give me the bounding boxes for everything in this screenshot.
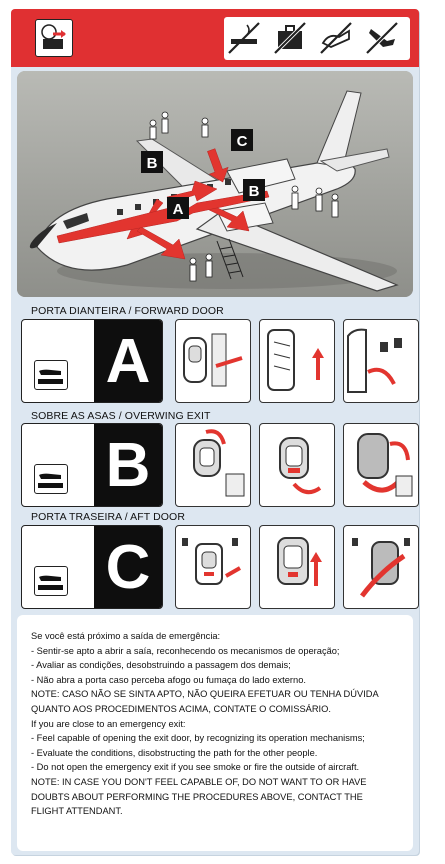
exit-badge-a [21,319,163,403]
aft-door-row [21,525,413,613]
instruction-line: - Evaluate the conditions, disobstructing the path for the other people. [31,747,318,758]
overwing-exit-step-2 [259,423,335,507]
aft-door-step-3 [343,525,419,609]
aircraft-wing-icon [34,464,68,494]
scene-label-b-left: B [146,155,158,172]
instruction-line: FLIGHT ATTENDANT. [31,806,123,817]
instruction-line: NOTE: CASO NÃO SE SINTA APTO, NÃO QUEIRA EFETUAR OU TENHA DÚVIDA [31,689,379,700]
exit-letter-a: A [94,320,162,403]
forward-door-step-2 [259,319,335,403]
instruction-line: - Feel capable of opening the exit door, by recognizing its operation mechanisms; [31,733,365,744]
aircraft-nose-icon [34,360,68,390]
instruction-line: If you are close to an emergency exit: [31,718,186,729]
section-title-aft-door: PORTA TRASEIRA / AFT DOOR [31,511,186,523]
instruction-line: - Não abra a porta caso perceba afogo ou fumaça do lado externo. [31,674,306,685]
instruction-line: Se você está próximo a saída de emergência: [31,631,221,641]
luggage-prohibited-icon [271,19,309,57]
aft-door-step-1 [175,525,251,609]
instruction-line: NOTE: IN CASE YOU DON'T FEEL CAPABLE OF, DO NOT WANT TO OR HAVE [31,776,367,787]
overwing-exit-row [21,423,413,511]
smoking-prohibited-icon [225,19,263,57]
scene-label-c: C [236,133,248,150]
aft-door-step-2 [259,525,335,609]
scene-label-b-right: B [248,183,260,200]
instruction-line: QUANTO AOS PROCEDIMENTOS ACIMA, CONTATE O COMISSÁRIO. [31,703,331,714]
forward-door-row [21,319,413,407]
section-title-overwing-exit: SOBRE AS ASAS / OVERWING EXIT [31,410,211,422]
overwing-exit-step-3 [343,423,419,507]
aircraft-tail-icon [34,566,68,596]
safety-card [11,9,419,855]
exit-letter-b: B [94,424,162,507]
forward-door-step-3 [343,319,419,403]
overwing-exit-step-1 [175,423,251,507]
exit-badge-b [21,423,163,507]
instruction-line: DOUBTS ABOUT PERFORMING THE PROCEDURES ABOVE, CONTACT THE [31,791,363,802]
instruction-line: - Do not open the emergency exit if you see smoke or fire the outside of aircraft. [31,762,360,773]
electronics-prohibited-icon [35,19,73,57]
section-title-forward-door: PORTA DIANTEIRA / FORWARD DOOR [31,305,224,317]
scene-label-a: A [172,201,184,218]
instructions-panel [17,615,413,851]
high-heels-prohibited-icon [317,19,355,57]
forward-door-step-1 [175,319,251,403]
aircraft-evacuation-illustration [17,71,413,297]
header-bar [11,9,419,67]
instruction-line: - Sentir-se apto a abrir a saía, reconhecendo os mecanismos de operação; [31,645,340,656]
evacuation-slide-prohibited-icon [363,19,401,57]
instruction-line: - Avaliar as condições, desobstruindo a passagem dos demais; [31,660,291,671]
exit-letter-c: C [94,526,162,609]
exit-badge-c [21,525,163,609]
